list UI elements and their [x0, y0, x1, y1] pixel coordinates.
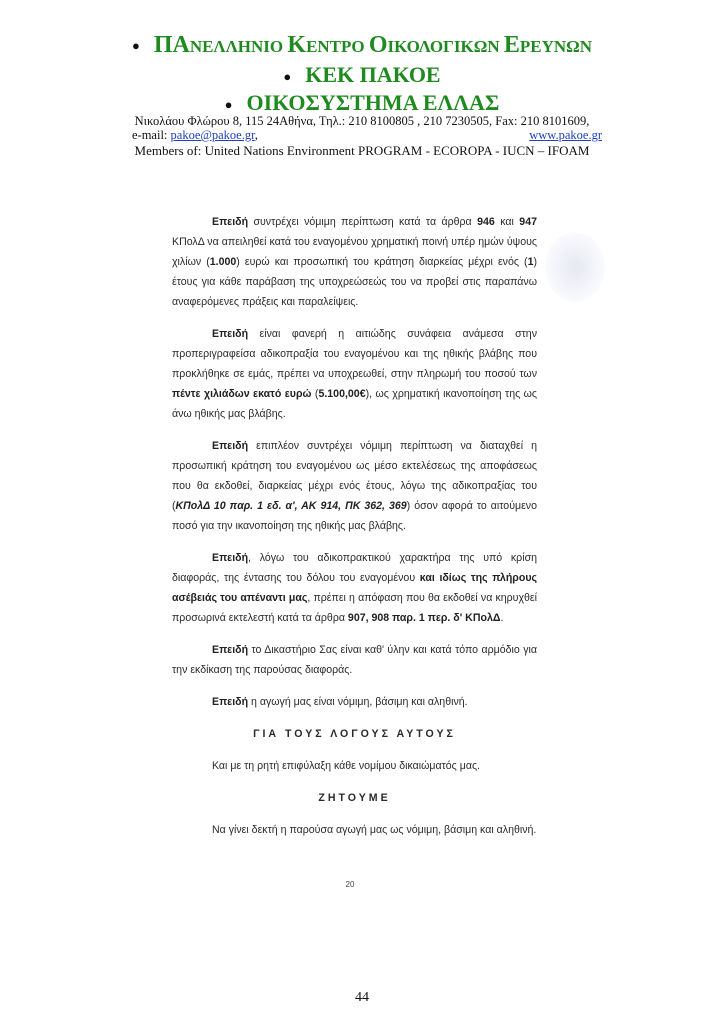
website-link[interactable]: www.pakoe.gr [529, 128, 602, 142]
memberships-line: Members of: United Nations Environment PROGRAM - ECOROPA - IUCN – IFOAM [134, 143, 590, 158]
scanned-page [172, 212, 537, 852]
page-number: 44 [355, 990, 369, 1005]
org-title-line-2: ● ΚΕΚ ΠΑΚΟΕ [283, 62, 441, 87]
paragraph-7: Και με τη ρητή επιφύλαξη κάθε νομίμου δικαιώματός μας. [212, 760, 480, 772]
org-title-line-1: ● ΠΑΝΕΛΛΗΝΙΟ ΚΕΝΤΡΟ ΟΙΚΟΛΟΓΙΚΩΝ ΕΡΕΥΝΩΝ [131, 32, 593, 58]
bullet-icon: ● [224, 96, 233, 112]
org-address: Νικολάου Φλώρου 8, 115 24Αθήνα, Τηλ.: 210 8100805 , 210 7230505, Fax: 210 8101609, [134, 114, 590, 128]
paragraph-6: Επειδή η αγωγή μας είναι νόμιμη, βάσιμη και αληθινή. [212, 696, 468, 708]
heading-for-these-reasons: ΓΙΑ ΤΟΥΣ ΛΟΓΟΥΣ ΑΥΤΟΥΣ [253, 728, 456, 740]
paragraph-3: Επειδή επιπλέον συντρέχει νόμιμη περίπτωση να διαταχθεί η προσωπική κράτηση του εναγομένου ως μέσο εκτελέσεως της αποφάσεως που θα εκδοθεί, διαρκείας μέχρι ενός έτους, λόγω της αδικοπραξίας του (ΚΠολΔ 10 παρ. 1 εδ. α', ΑΚ 914, ΠΚ 362, 369) όσον αφορά το αιτούμενο ποσό για την ικανοποίηση της ηθικής μας βλάβης. [172, 440, 537, 532]
paragraph-8: Να γίνει δεκτή η παρούσα αγωγή μας ως νόμιμη, βάσιμη και αληθινή. [212, 824, 537, 836]
org-title-line-3: ● ΟΙΚΟΣΥΣΤΗΜΑ ΕΛΛΑΣ [224, 90, 500, 115]
email-link[interactable]: pakoe@pakoe.gr [170, 128, 255, 142]
bullet-icon: ● [131, 38, 140, 54]
paragraph-2: Επειδή είναι φανερή η αιτιώδης συνάφεια ανάμεσα στην προπεριγραφείσα αδικοπραξία του εναγομένου και της ηθικής βλάβης που προκλήθηκε σε εμάς, πρέπει να υποχρεωθεί, στην πληρωμή του ποσού των πέντε χιλιάδων εκατό ευρώ (5.100,00€), ως χρηματική ικανοποίηση της ως άνω ηθικής μας βλάβης. [172, 328, 537, 420]
scanned-page-number: 20 [345, 880, 355, 889]
stamp-mark [545, 232, 605, 302]
contact-line: e-mail: pakoe@pakoe.gr, www.pakoe.gr [132, 128, 602, 142]
paragraph-4: Επειδή, λόγω του αδικοπρακτικού χαρακτήρα της υπό κρίση διαφοράς, της έντασης του δόλου του εναγομένου και ιδίως της πλήρους ασέβειάς του απέναντι μας, πρέπει η απόφαση που θα εκδοθεί να κηρυχθεί προσωρινά εκτελεστή κατά τα άρθρα 907, 908 παρ. 1 περ. δ' ΚΠολΔ. [172, 552, 537, 624]
paragraph-1: Επειδή συντρέχει νόμιμη περίπτωση κατά τα άρθρα 946 και 947 ΚΠολΔ να απειληθεί κατά του εναγομένου χρηματική ποινή υπέρ ημών ύψους χιλίων (1.000) ευρώ και προσωπική του κράτηση διαρκείας μέχρι ενός (1) έτους για κάθε παράβαση της υποχρεώσεώς του να προβεί στις παραπάνω αναφερόμενες πράξεις και παραλείψεις. [172, 216, 537, 308]
heading-we-request: ΖΗΤΟΥΜΕ [318, 792, 391, 804]
paragraph-5: Επειδή το Δικαστήριο Σας είναι καθ' ύλην και κατά τόπο αρμόδιο για την εκδίκαση της παρούσας διαφοράς. [172, 644, 537, 676]
bullet-icon: ● [283, 68, 292, 84]
